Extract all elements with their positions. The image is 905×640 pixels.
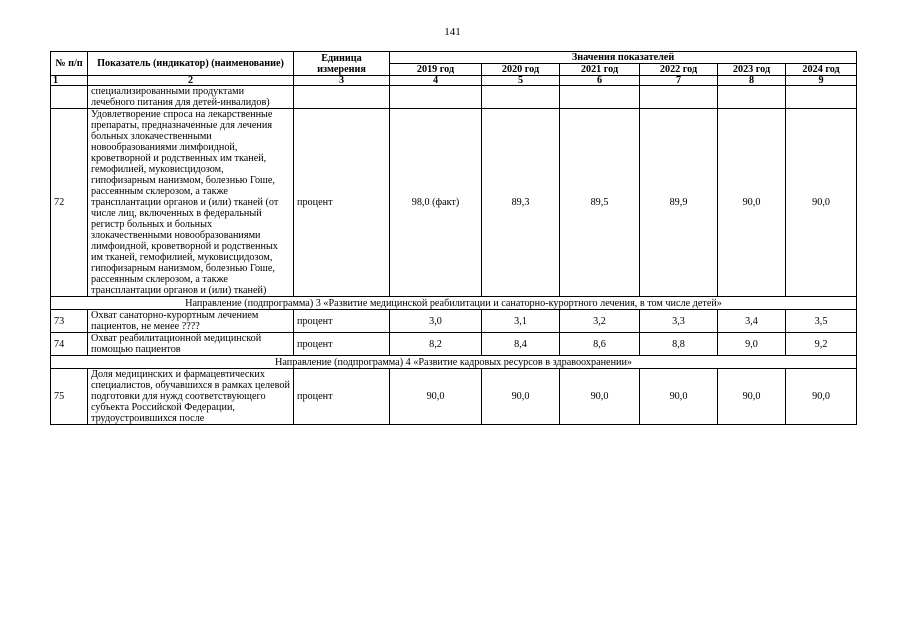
section-title: Направление (подпрограмма) 4 «Развитие кадровых ресурсов в здравоохранении»	[51, 356, 857, 369]
num-column-header: № п/п	[51, 52, 88, 76]
column-number: 6	[560, 76, 640, 86]
value-cell: 90,0	[640, 369, 718, 425]
value-cell: 90,0	[718, 109, 786, 297]
page-number: 141	[444, 26, 461, 38]
value-cell: 98,0 (факт)	[390, 109, 482, 297]
column-number: 8	[718, 76, 786, 86]
value-cell: 3,5	[786, 310, 857, 333]
table-row	[51, 369, 857, 425]
value-cell	[482, 86, 560, 109]
value-cell: 3,0	[390, 310, 482, 333]
value-cell: 90,0	[786, 369, 857, 425]
column-number: 2	[88, 76, 294, 86]
value-cell	[786, 86, 857, 109]
value-cell: 3,2	[560, 310, 640, 333]
column-number: 9	[786, 76, 857, 86]
table-row	[51, 86, 857, 109]
row-number: 74	[51, 333, 88, 356]
value-cell: 89,9	[640, 109, 718, 297]
indicator-name: специализированными продуктами лечебного питания для детей-инвалидов)	[88, 86, 294, 109]
value-cell: 90,0	[390, 369, 482, 425]
section-title: Направление (подпрограмма) 3 «Развитие медицинской реабилитации и санаторно-курортного лечения, в том числе детей»	[51, 297, 857, 310]
indicator-name: Охват реабилитационной медицинской помощью пациентов	[88, 333, 294, 356]
indicator-name: Удовлетворение спроса на лекарственные препараты, предназначенные для лечения больных злокачественными новообразованиями лимфоидной, кроветворной и родственных им тканей, гемофилией, муковисцидозом, гипофизарным нанизмом, болезнью Гоше, рассеянным склерозом, а также трансплантации органов и (или) тканей (от числе лиц, включенных в федеральный регистр больных и больных злокачественными новообразованиями лимфоидной, кроветворной и родственных им тканей, гемофилией, муковисцидозом, гипофизарным нанизмом, болезнью Гоше, рассеянным склерозом, а также трансплантации органов и (или) тканей)	[88, 109, 294, 297]
value-cell: 3,3	[640, 310, 718, 333]
unit-cell: процент	[294, 310, 390, 333]
value-cell: 90,0	[718, 369, 786, 425]
value-cell: 8,4	[482, 333, 560, 356]
year-header: 2023 год	[718, 64, 786, 76]
value-cell: 89,5	[560, 109, 640, 297]
table-row	[51, 109, 857, 297]
year-header: 2024 год	[786, 64, 857, 76]
row-number: 73	[51, 310, 88, 333]
unit-cell	[294, 86, 390, 109]
unit-cell: процент	[294, 109, 390, 297]
indicators-table	[50, 51, 857, 425]
unit-cell: процент	[294, 333, 390, 356]
indicator-column-header: Показатель (индикатор) (наименование)	[88, 52, 294, 76]
table-row	[51, 310, 857, 333]
indicator-name: Охват санаторно-курортным лечением пациентов, не менее ????	[88, 310, 294, 333]
value-cell: 8,6	[560, 333, 640, 356]
value-cell: 9,0	[718, 333, 786, 356]
indicator-name: Доля медицинских и фармацевтических специалистов, обучавшихся в рамках целевой подготовки для нужд соответствующего субъекта Российской Федерации, трудоустроившихся после	[88, 369, 294, 425]
value-cell: 89,3	[482, 109, 560, 297]
column-number: 1	[51, 76, 88, 86]
value-cell: 90,0	[482, 369, 560, 425]
value-cell: 3,1	[482, 310, 560, 333]
row-number: 75	[51, 369, 88, 425]
column-number: 4	[390, 76, 482, 86]
value-cell	[560, 86, 640, 109]
value-cell: 9,2	[786, 333, 857, 356]
column-number: 3	[294, 76, 390, 86]
unit-column-header: Единица измерения	[294, 52, 390, 76]
section-row	[51, 297, 857, 310]
column-numbers-row	[51, 76, 857, 86]
value-cell: 8,2	[390, 333, 482, 356]
value-cell	[390, 86, 482, 109]
row-number	[51, 86, 88, 109]
value-cell	[718, 86, 786, 109]
year-header: 2021 год	[560, 64, 640, 76]
value-cell: 90,0	[560, 369, 640, 425]
table-row	[51, 333, 857, 356]
column-number: 7	[640, 76, 718, 86]
year-header: 2022 год	[640, 64, 718, 76]
column-number: 5	[482, 76, 560, 86]
year-header: 2019 год	[390, 64, 482, 76]
section-row	[51, 356, 857, 369]
unit-cell: процент	[294, 369, 390, 425]
value-cell: 3,4	[718, 310, 786, 333]
value-cell	[640, 86, 718, 109]
header-row	[51, 52, 857, 64]
value-cell: 90,0	[786, 109, 857, 297]
row-number: 72	[51, 109, 88, 297]
year-header: 2020 год	[482, 64, 560, 76]
values-group-header: Значения показателей	[390, 52, 857, 64]
value-cell: 8,8	[640, 333, 718, 356]
